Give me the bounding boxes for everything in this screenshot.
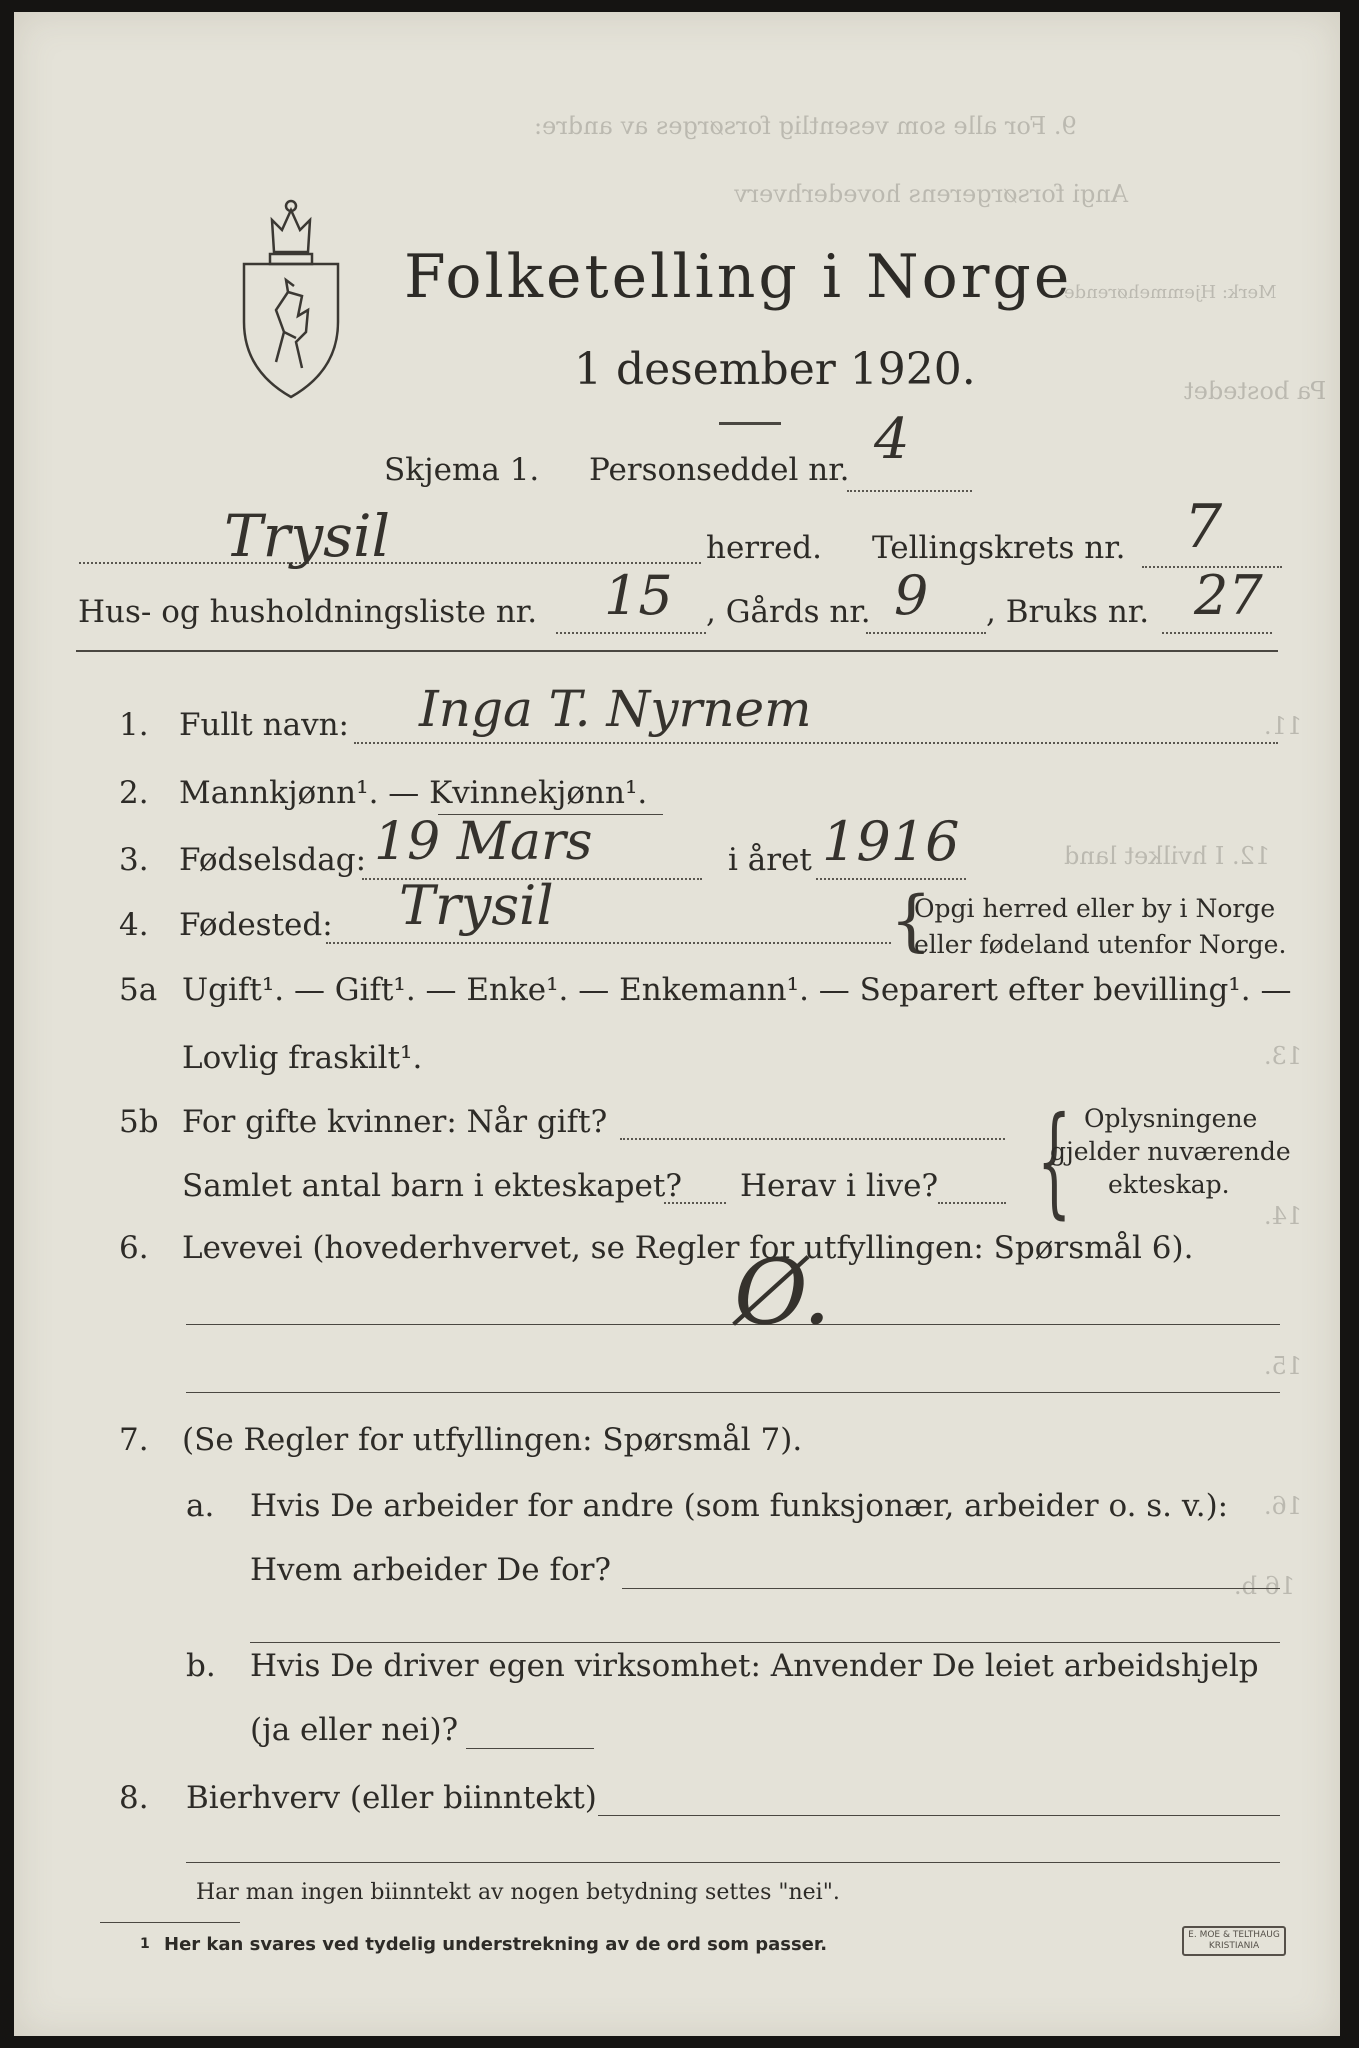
q5b-number: 5b [119,1104,159,1140]
skjema-label: Skjema 1. [384,452,540,488]
q4-line [326,942,891,944]
q5b-children-line [664,1202,726,1204]
bleed-text-line: 11. [1264,712,1303,740]
q6-line-2 [186,1392,1280,1393]
q5b-label-line-2: Samlet antal barn i ekteskapet? [182,1168,682,1204]
form-date: 1 desember 1920. [574,344,976,395]
q3-value[interactable]: 19 Mars [374,812,593,872]
bleed-text-line: 16. [1264,1492,1303,1520]
hus-label: Hus- og husholdningsliste nr. [78,594,538,630]
gards-line [866,632,986,634]
q8-note: Har man ingen biinntekt av nogen betydning settes "nei". [196,1880,840,1905]
q5b-brace: { [1036,1092,1072,1231]
q1-value[interactable]: Inga T. Nyrnem [419,680,812,738]
bleed-text-line: 14. [1264,1202,1303,1230]
personseddel-label: Personseddel nr. [589,452,850,488]
q2-number: 2. [119,775,149,811]
q4-value[interactable]: Trysil [399,874,554,937]
q3-label: Fødselsdag: [179,842,367,878]
q7a-label-line-2: Hvem arbeider De for? [250,1552,612,1588]
q4-brace: { [890,882,932,959]
q8-line-2 [186,1862,1280,1863]
footnote-rule [100,1922,240,1923]
q8-number: 8. [119,1780,149,1816]
q5b-married-line [620,1138,1005,1140]
q5a-number: 5a [119,972,158,1008]
herred-label: herred. [706,530,822,566]
title-underline [719,422,781,425]
bleed-text-line: Angi forsørgerens hovederhverv [734,180,1129,208]
bleed-text-line: Merk: Hjemmehørende [1064,282,1277,303]
q4-note-line-2: eller fødeland utenfor Norge. [914,930,1287,959]
bruks-value[interactable]: 27 [1194,564,1263,627]
q6-label: Levevei (hovederhvervet, se Regler for utfyllingen: Spørsmål 6). [182,1230,1194,1266]
q6-value[interactable]: Ø. [734,1240,832,1345]
q3-number: 3. [119,842,149,878]
q3-year-value[interactable]: 1916 [822,810,960,873]
bleed-text-line: 13. [1264,1042,1303,1070]
q5b-note-line-2: gjelder nuværende [1050,1137,1291,1166]
q7a-line-1 [622,1588,1280,1589]
q7a-label-line-1: Hvis De arbeider for andre (som funksjonær, arbeider o. s. v.): [250,1488,1229,1524]
personseddel-value[interactable]: 4 [874,407,910,472]
q5b-note-line-1: Oplysningene [1084,1104,1258,1133]
hus-value[interactable]: 15 [604,564,673,627]
tellingskrets-label: Tellingskrets nr. [872,530,1126,566]
q5a-label-line-2: Lovlig fraskilt¹. [182,1040,423,1076]
q5a-label-line-1: Ugift¹. — Gift¹. — Enke¹. — Enkemann¹. — Separert efter bevilling¹. — [182,972,1292,1008]
q1-number: 1. [119,707,149,743]
personseddel-line [847,490,972,492]
q1-label: Fullt navn: [179,707,349,743]
q7-number: 7. [119,1422,149,1458]
q6-line-1 [186,1324,1280,1325]
q7b-line [466,1748,594,1749]
q8-line-1 [598,1815,1280,1816]
q8-label: Bierhverv (eller biinntekt) [186,1780,597,1816]
q7a-letter: a. [186,1488,215,1524]
q1-line [354,742,1278,744]
q5b-label-line-1: For gifte kvinner: Når gift? [182,1104,608,1140]
q4-number: 4. [119,907,149,943]
gards-label: , Gårds nr. [706,594,871,630]
q2-label: Mannkjønn¹. — Kvinnekjønn¹. [179,775,648,811]
q5b-alive-line [938,1202,1006,1204]
tellingskrets-value[interactable]: 7 [1184,492,1223,562]
bruks-label: , Bruks nr. [986,594,1150,630]
form-title: Folketelling i Norge [404,242,1073,312]
gards-value[interactable]: 9 [894,564,929,627]
footnote-text: Her kan svares ved tydelig understrekning av de ord som passer. [164,1934,828,1955]
q3-year-label: i året [728,842,812,878]
bleed-text-line: 16 b. [1234,1572,1296,1600]
q7b-label-line-1: Hvis De driver egen virksomhet: Anvender De leiet arbeidshjelp [250,1648,1259,1684]
q7b-label-line-2: (ja eller nei)? [250,1712,459,1748]
bruks-line [1162,632,1272,634]
herred-value[interactable]: Trysil [224,502,391,570]
q6-number: 6. [119,1230,149,1266]
bleed-text-line: 15. [1264,1352,1303,1380]
q4-label: Fødested: [179,907,333,943]
q7a-line-2 [250,1642,1280,1643]
q5b-label-line-3: Herav i live? [740,1168,939,1204]
bleed-text-line: 12. I hvilket land [1064,842,1271,870]
bleed-text-line: Pa bostedet [1184,377,1327,405]
printer-stamp: E. MOE & TELTHAUG KRISTIANIA [1182,1926,1286,1956]
header-divider [76,650,1278,652]
hus-line [556,632,706,634]
q5b-note-line-3: ekteskap. [1108,1170,1230,1199]
q4-note-line-1: Opgi herred eller by i Norge [914,894,1276,923]
census-form-page [14,12,1340,2036]
bleed-text-line: 9. For alle som vesentlig forsørges av andre: [534,112,1077,140]
norway-coat-of-arms-icon [236,192,346,402]
q7-label: (Se Regler for utfyllingen: Spørsmål 7). [182,1422,803,1458]
footnote-marker: 1 [140,1936,150,1952]
q7b-letter: b. [186,1648,216,1684]
q3-year-line [816,878,966,880]
